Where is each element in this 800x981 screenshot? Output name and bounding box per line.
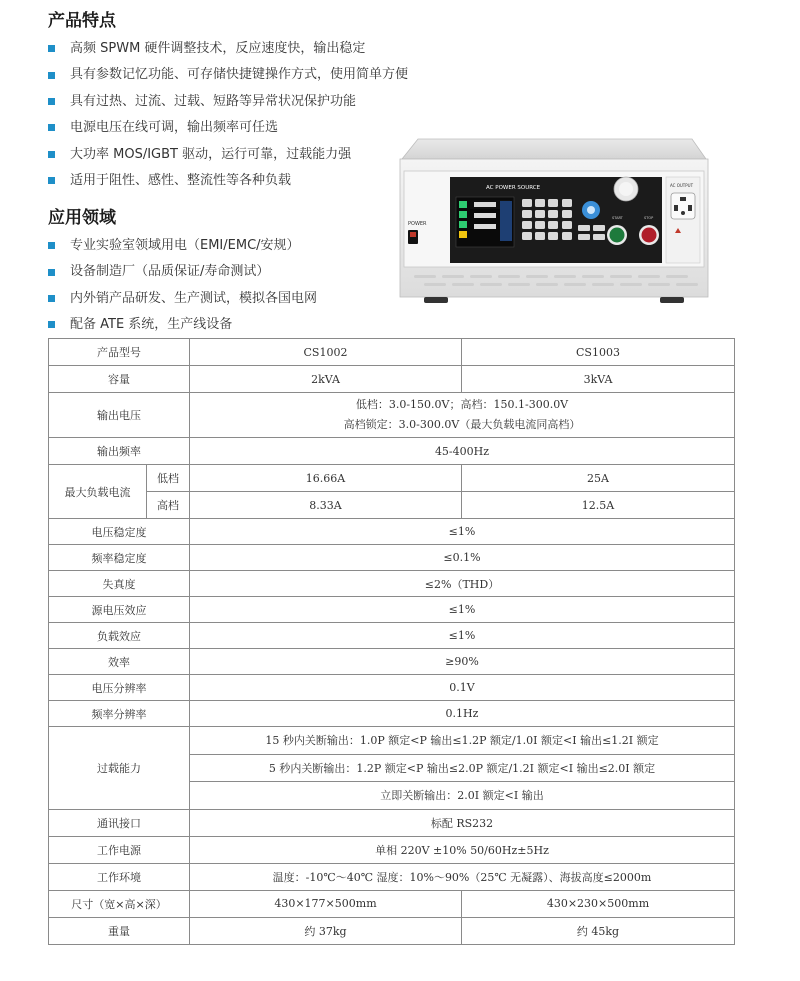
table-row (49, 727, 735, 755)
row-label: 电压稳定度 (49, 519, 190, 545)
cell-value: 5 秒内关断输出：1.2P 额定<P 输出≤2.0P 额定/1.2I 额定<I 输出≤2.0I 额定 (190, 754, 735, 782)
table-row (49, 519, 735, 545)
feature-item: 高频 SPWM 硬件调整技术，反应速度快，输出稳定 (48, 36, 408, 62)
application-item: 配备 ATE 系统，生产线设备 (48, 312, 317, 338)
cell-value: 0.1Hz (190, 701, 735, 727)
table-row (49, 809, 735, 836)
table-row (49, 545, 735, 571)
row-label: 重量 (49, 917, 190, 944)
feature-item: 具有参数记忆功能、可存储快捷键操作方式，使用简单方便 (48, 62, 408, 88)
bullet-square-icon (48, 98, 55, 105)
table-row (49, 597, 735, 623)
bullet-square-icon (48, 177, 55, 184)
row-label: 尺寸（宽×高×深） (49, 890, 190, 917)
cell-value: 约 45kg (462, 917, 735, 944)
start-label: START (612, 216, 623, 220)
row-label: 输出电压 (49, 393, 190, 438)
table-row (49, 571, 735, 597)
cell-value: 温度：-10℃～40℃ 湿度：10%～90%（25℃ 无凝露）、海拔高度≤2000m (190, 863, 735, 890)
cell-value: 16.66A (190, 465, 462, 492)
bullet-square-icon (48, 295, 55, 302)
row-label: 负载效应 (49, 623, 190, 649)
bullet-square-icon (48, 124, 55, 131)
sub-label: 高档 (147, 492, 190, 519)
table-row (49, 863, 735, 890)
bullet-square-icon (48, 45, 55, 52)
cell-value: ≥90% (190, 649, 735, 675)
spec-table (48, 338, 735, 945)
cell-value: 2kVA (190, 366, 462, 393)
feature-item: 适用于阻性、感性、整流性等各种负载 (48, 168, 408, 194)
output-voltage-line1: 低档：3.0-150.0V；高档：150.1-300.0V (355, 398, 569, 411)
cell-value: ≤0.1% (190, 545, 735, 571)
cell-value: 约 37kg (190, 917, 462, 944)
row-label: 容量 (49, 366, 190, 393)
stop-label: STOP (644, 216, 654, 220)
table-row (49, 649, 735, 675)
features-list (48, 36, 408, 194)
application-item: 专业实验室领域用电（EMI/EMC/安规） (48, 233, 317, 259)
row-label: 工作电源 (49, 836, 190, 863)
table-row (49, 438, 735, 465)
stop-button-icon (642, 228, 657, 243)
application-item: 内外销产品研发、生产测试，模拟各国电网 (48, 286, 317, 312)
cell-value: 3kVA (462, 366, 735, 393)
table-row (49, 701, 735, 727)
row-label: 失真度 (49, 571, 190, 597)
cell-value: CS1002 (190, 339, 462, 366)
cell-value (190, 393, 735, 438)
ac-output-label: AC OUTPUT (670, 183, 694, 188)
cell-value: 单相 220V ±10% 50/60Hz±5Hz (190, 836, 735, 863)
row-label: 通讯接口 (49, 809, 190, 836)
applications-list (48, 233, 317, 339)
ac-power-source-device-image (394, 137, 714, 305)
feature-item: 电源电压在线可调，输出频率可任选 (48, 115, 408, 141)
features-title: 产品特点 (48, 11, 116, 31)
bullet-square-icon (48, 321, 55, 328)
feature-item: 具有过热、过流、过载、短路等异常状况保护功能 (48, 89, 408, 115)
row-label: 频率分辨率 (49, 701, 190, 727)
application-item: 设备制造厂（品质保证/寿命测试） (48, 259, 317, 285)
output-voltage-line2: 高档锁定：3.0-300.0V（最大负载电流同高档） (343, 418, 581, 431)
row-label: 电压分辨率 (49, 675, 190, 701)
cell-value: CS1003 (462, 339, 735, 366)
table-row (49, 836, 735, 863)
table-row (49, 492, 735, 519)
cell-value: 立即关断输出：2.0I 额定<I 输出 (190, 782, 735, 810)
sub-label: 低档 (147, 465, 190, 492)
cell-value: 8.33A (190, 492, 462, 519)
bullet-square-icon (48, 269, 55, 276)
cell-value: 45-400Hz (190, 438, 735, 465)
cell-value: 15 秒内关断输出：1.0P 额定<P 输出≤1.2P 额定/1.0I 额定<I 输出≤1.2I 额定 (190, 727, 735, 755)
power-label: POWER (408, 221, 427, 227)
cell-value: ≤1% (190, 519, 735, 545)
applications-title: 应用领域 (48, 208, 116, 228)
table-row (49, 366, 735, 393)
cell-value: 430×177×500mm (190, 890, 462, 917)
table-row (49, 917, 735, 944)
row-label: 最大负载电流 (49, 465, 147, 519)
bullet-square-icon (48, 151, 55, 158)
table-row (49, 623, 735, 649)
row-label: 输出频率 (49, 438, 190, 465)
cell-value: 0.1V (190, 675, 735, 701)
cell-value: 标配 RS232 (190, 809, 735, 836)
table-row (49, 890, 735, 917)
row-label: 产品型号 (49, 339, 190, 366)
row-label: 频率稳定度 (49, 545, 190, 571)
row-label: 工作环境 (49, 863, 190, 890)
cell-value: 25A (462, 465, 735, 492)
feature-item: 大功率 MOS/IGBT 驱动，运行可靠，过载能力强 (48, 142, 408, 168)
table-row (49, 675, 735, 701)
bullet-square-icon (48, 72, 55, 79)
row-label: 效率 (49, 649, 190, 675)
cell-value: ≤1% (190, 597, 735, 623)
row-label: 过载能力 (49, 727, 190, 810)
bullet-square-icon (48, 242, 55, 249)
cell-value: 12.5A (462, 492, 735, 519)
table-row (49, 393, 735, 438)
table-row (49, 465, 735, 492)
panel-title: AC POWER SOURCE (486, 185, 541, 191)
cell-value: ≤1% (190, 623, 735, 649)
cell-value: ≤2%（THD） (190, 571, 735, 597)
table-row (49, 339, 735, 366)
start-button-icon (610, 228, 625, 243)
row-label: 源电压效应 (49, 597, 190, 623)
cell-value: 430×230×500mm (462, 890, 735, 917)
